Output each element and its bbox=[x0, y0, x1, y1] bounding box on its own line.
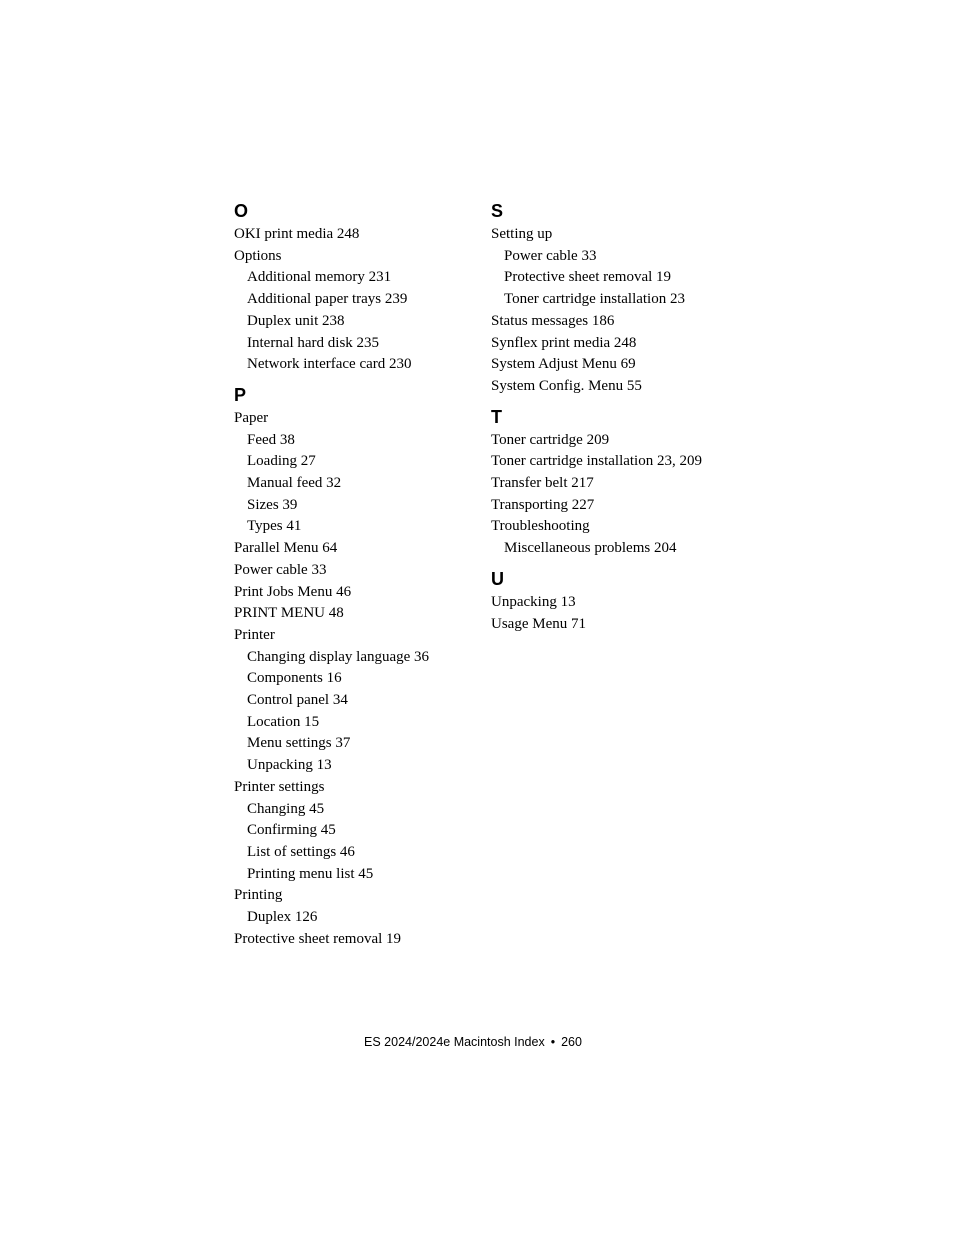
index-entry: Printing bbox=[234, 887, 283, 904]
index-subentry: Menu settings 37 bbox=[247, 735, 351, 752]
index-entry: Setting up bbox=[491, 226, 553, 242]
index-section-letter: U bbox=[491, 568, 504, 589]
index-subentry: Protective sheet removal 19 bbox=[504, 269, 672, 286]
index-section-letter: T bbox=[491, 406, 502, 427]
index-subentry: Loading 27 bbox=[247, 453, 316, 470]
index-subentry: Network interface card 230 bbox=[247, 356, 412, 373]
index-section-u bbox=[491, 568, 731, 635]
index-subentry: Sizes 39 bbox=[247, 496, 298, 513]
index-subentry: Manual feed 32 bbox=[247, 475, 342, 492]
index-subentry: Printing menu list 45 bbox=[247, 865, 374, 882]
index-column-left bbox=[234, 200, 474, 951]
index-entry: PRINT MENU 48 bbox=[234, 605, 344, 622]
index-entry: Transfer belt 217 bbox=[491, 475, 594, 492]
index-entry: Options bbox=[234, 247, 282, 264]
index-entry: Usage Menu 71 bbox=[491, 615, 586, 632]
index-entry: System Config. Menu 55 bbox=[491, 377, 642, 394]
index-section-o bbox=[234, 200, 474, 376]
index-section-t bbox=[491, 406, 731, 560]
index-subentry: Types 41 bbox=[247, 518, 302, 535]
index-entry: Power cable 33 bbox=[234, 561, 327, 578]
index-subentry: Location 15 bbox=[247, 713, 320, 730]
index-entry: Parallel Menu 64 bbox=[234, 540, 338, 557]
index-subentry: Changing 45 bbox=[247, 800, 325, 817]
index-section-p bbox=[234, 384, 474, 951]
index-subentry: Internal hard disk 235 bbox=[247, 334, 380, 351]
index-entry: Status messages 186 bbox=[491, 312, 615, 329]
page-number: 260 bbox=[561, 1035, 582, 1049]
index-entry: Printer settings bbox=[234, 778, 325, 795]
index-subentry: Miscellaneous problems 204 bbox=[504, 540, 677, 557]
index-entry: OKI print media 248 bbox=[234, 226, 360, 242]
index-entry: Transporting 227 bbox=[491, 496, 595, 513]
index-entry: Toner cartridge installation 23, 209 bbox=[491, 453, 702, 470]
index-entry: Paper bbox=[234, 409, 269, 426]
index-subentry: Toner cartridge installation 23 bbox=[504, 291, 685, 308]
index-subentry: Duplex unit 238 bbox=[247, 312, 345, 329]
index-subentry: Confirming 45 bbox=[247, 822, 336, 839]
index-entry: Unpacking 13 bbox=[491, 593, 576, 610]
index-entry: Protective sheet removal 19 bbox=[234, 930, 402, 947]
index-entry: Toner cartridge 209 bbox=[491, 431, 610, 448]
index-section-s bbox=[491, 200, 731, 398]
index-entry: Troubleshooting bbox=[491, 518, 590, 535]
index-subentry: List of settings 46 bbox=[247, 843, 355, 860]
index-entry: Synflex print media 248 bbox=[491, 334, 637, 351]
index-entry: System Adjust Menu 69 bbox=[491, 356, 636, 373]
index-subentry: Power cable 33 bbox=[504, 247, 597, 264]
footer-separator: • bbox=[550, 1035, 556, 1049]
index-subentry: Unpacking 13 bbox=[247, 757, 332, 774]
index-subentry: Changing display language 36 bbox=[247, 648, 430, 665]
index-subentry: Additional memory 231 bbox=[247, 269, 392, 286]
index-entry: Printer bbox=[234, 626, 275, 643]
page-footer bbox=[0, 1034, 946, 1050]
index-section-letter: P bbox=[234, 384, 247, 405]
index-subentry: Feed 38 bbox=[247, 431, 295, 448]
index-subentry: Additional paper trays 239 bbox=[247, 291, 408, 308]
index-subentry: Duplex 126 bbox=[247, 909, 318, 926]
index-subentry: Components 16 bbox=[247, 670, 342, 687]
index-column-right bbox=[491, 200, 731, 635]
index-section-letter: S bbox=[491, 201, 504, 221]
index-entry: Print Jobs Menu 46 bbox=[234, 583, 352, 600]
footer-title: ES 2024/2024e Macintosh Index bbox=[364, 1035, 545, 1049]
index-section-letter: O bbox=[234, 201, 249, 221]
index-subentry: Control panel 34 bbox=[247, 692, 348, 709]
